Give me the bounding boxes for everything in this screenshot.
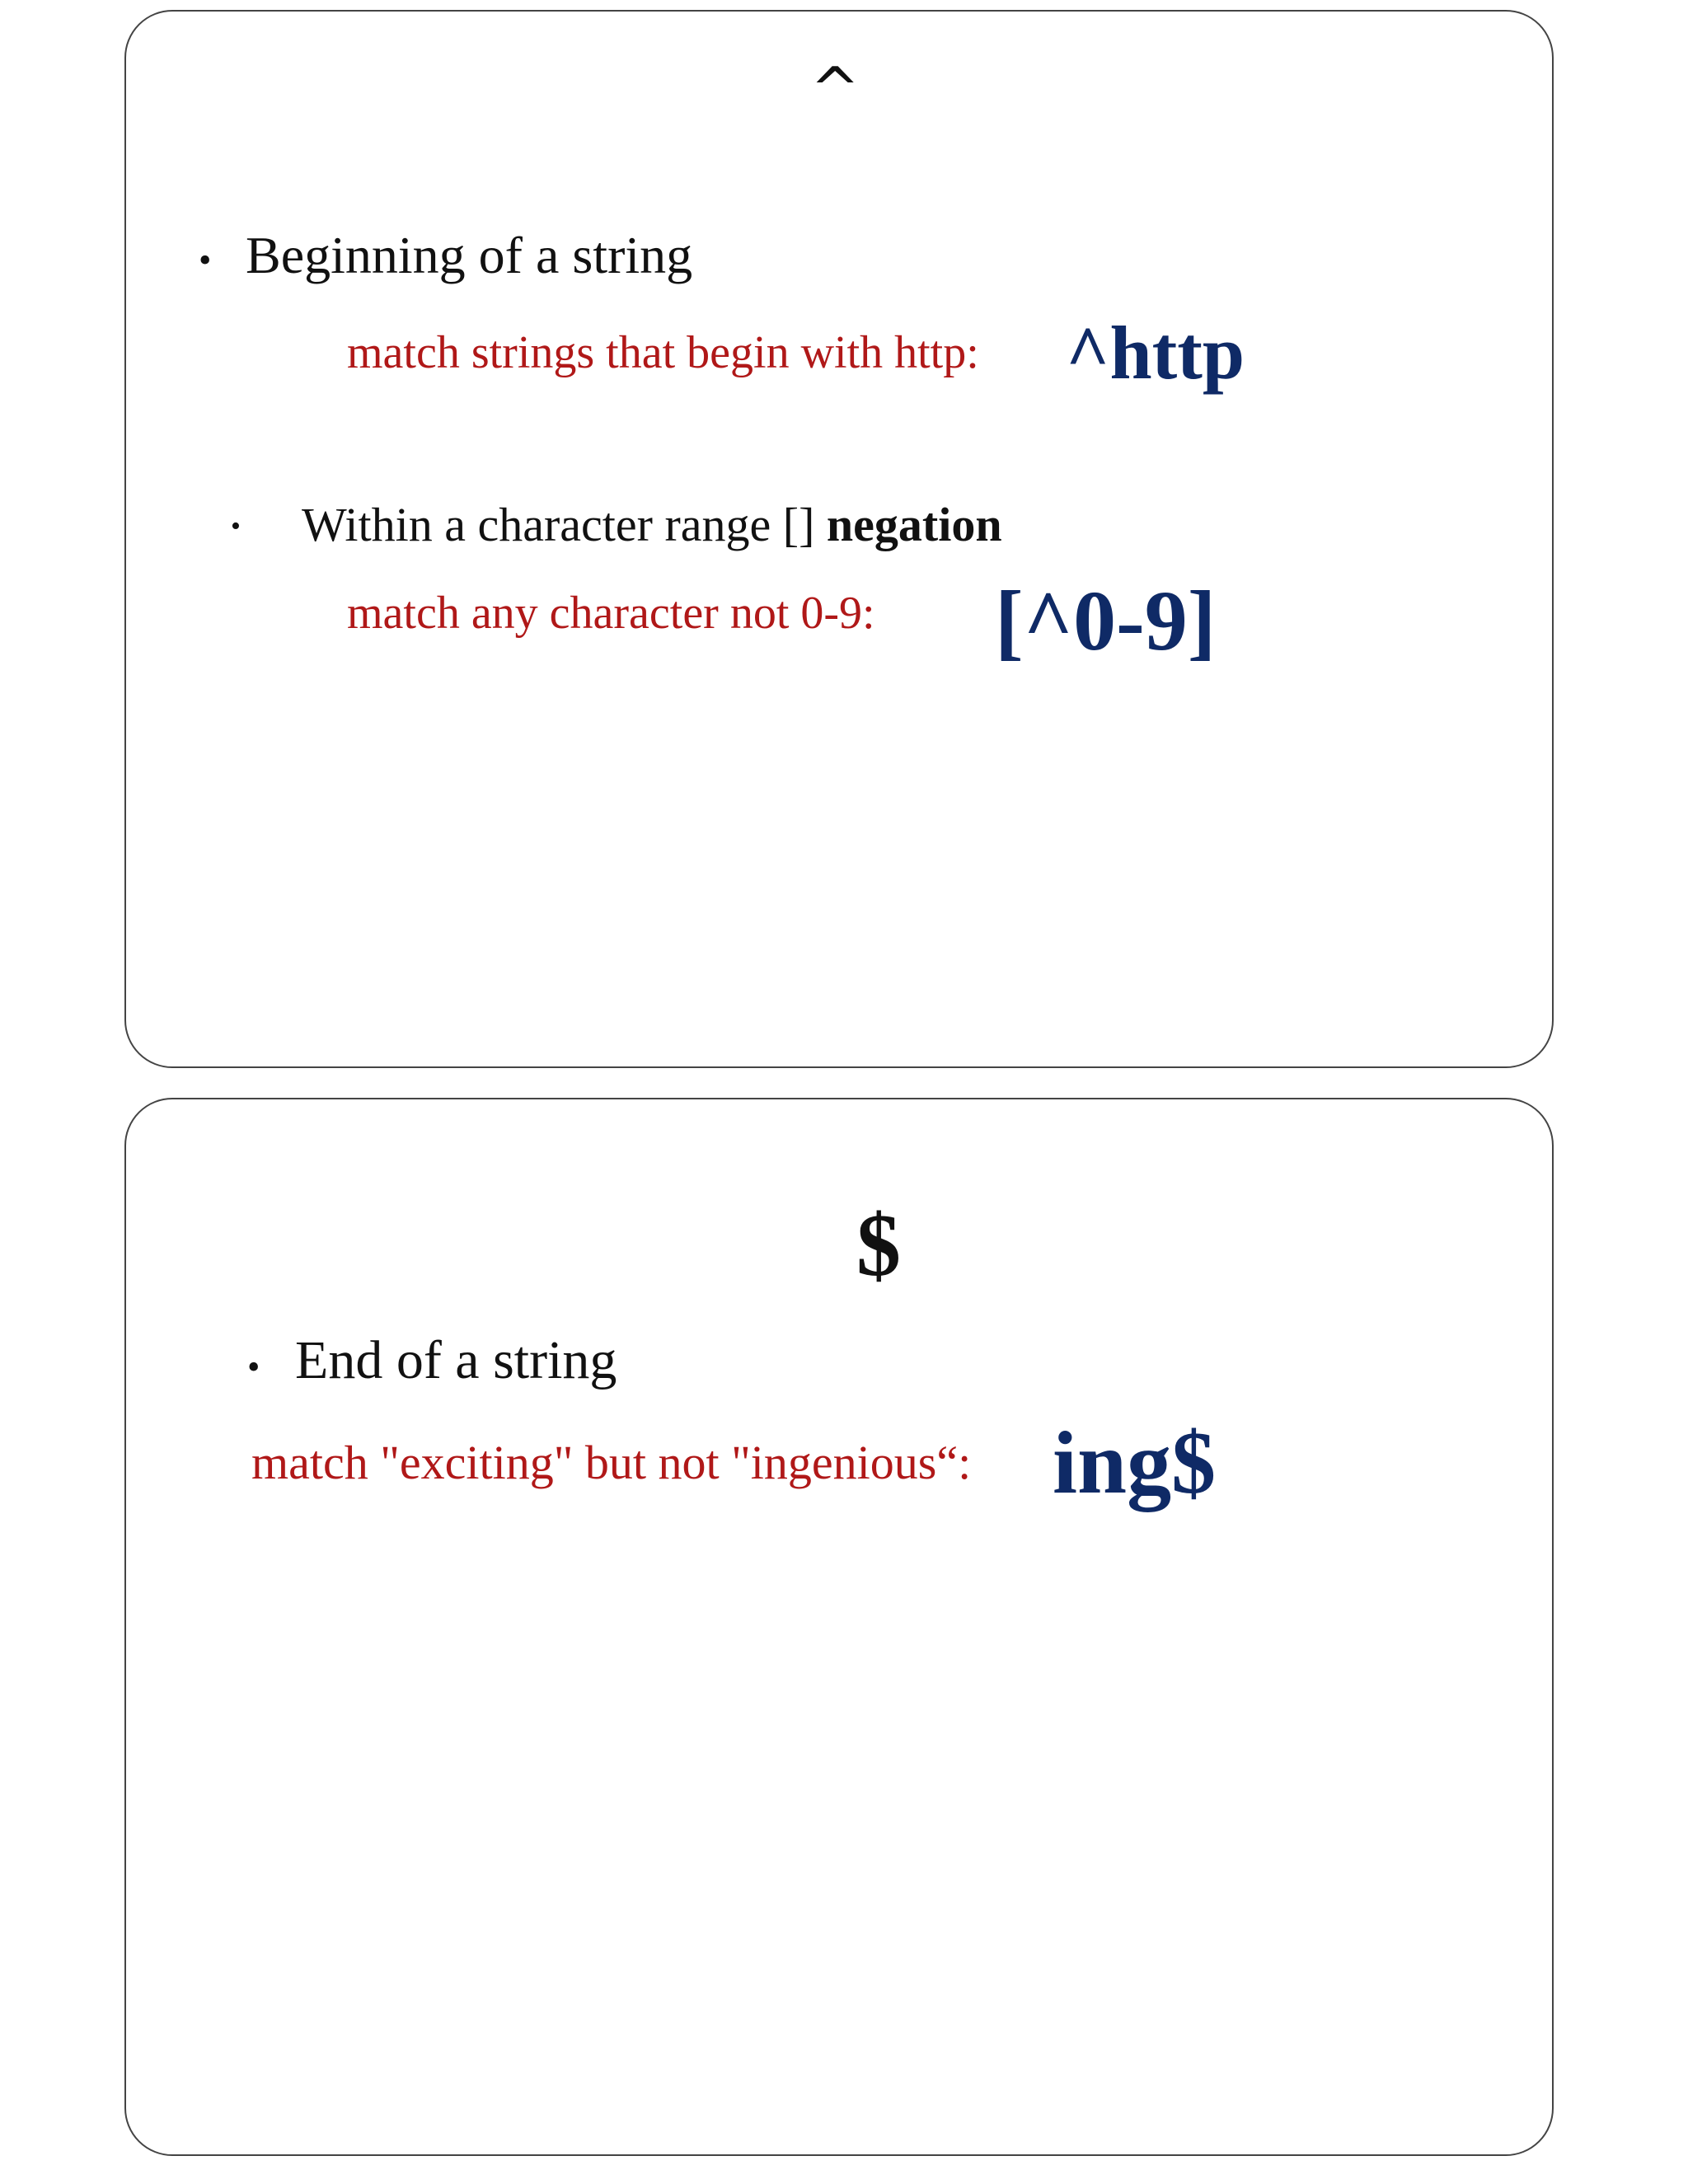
bullet-marker: • (231, 511, 241, 541)
pattern-http: ^http (1066, 311, 1245, 395)
pattern-ing: ing$ (1053, 1414, 1217, 1512)
bullet-text-negation: negation (826, 498, 1002, 551)
slide-title: $ (856, 1197, 901, 1295)
example-label-ing: match "exciting" but not "ingenious“: (251, 1436, 972, 1489)
slide-dollar (124, 1098, 1554, 2156)
pattern-negation: [^0-9] (995, 574, 1217, 668)
slide-title: ^ (810, 54, 860, 124)
bullet-marker: • (199, 240, 212, 280)
slide-caret (124, 10, 1554, 1068)
bullet-text-end: End of a string (295, 1330, 617, 1390)
bullet-text-beginning: Beginning of a string (246, 226, 693, 284)
example-label-negation: match any character not 0-9: (347, 588, 875, 639)
bullet-text-character-range (302, 498, 1002, 551)
bullet-marker: • (247, 1347, 260, 1387)
bullet-text-plain: Within a character range [] (302, 498, 827, 551)
example-label-http: match strings that begin with http: (347, 327, 979, 378)
